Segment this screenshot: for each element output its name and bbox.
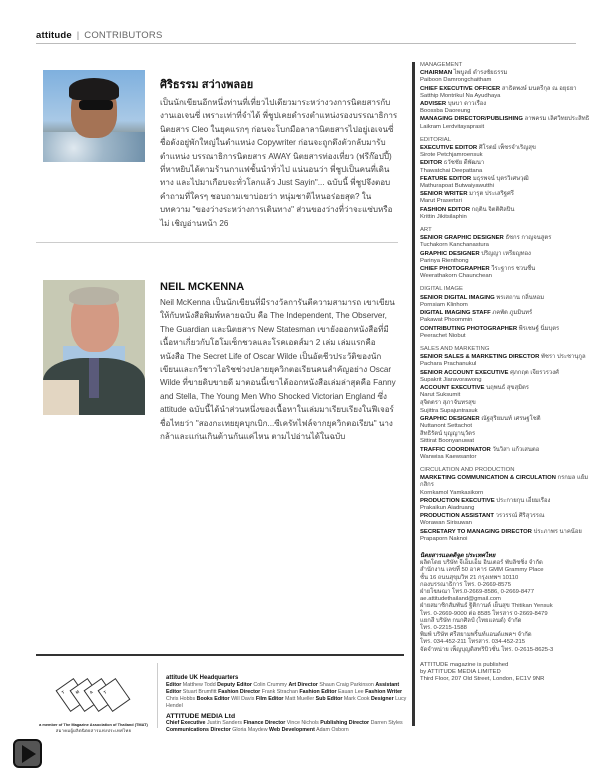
masthead-entry xyxy=(420,416,598,430)
masthead-entry xyxy=(420,326,598,340)
credit-name: Eauan Lee xyxy=(338,689,364,695)
masthead-entry xyxy=(420,251,598,265)
masthead-section-title: CIRCULATION AND PRODUCTION xyxy=(420,466,515,473)
masthead-name-th: ประกายกุน เอี่ยมเรือง xyxy=(496,497,551,504)
masthead-entry xyxy=(420,176,598,190)
masthead-role: SENIOR ACCOUNT EXECUTIVE xyxy=(420,369,509,376)
credit-name: Will Davis xyxy=(231,696,255,702)
masthead-section-title: DIGITAL IMAGE xyxy=(420,286,463,293)
masthead-name-en: Pornsiam Klinhom xyxy=(420,301,468,308)
masthead-name-en: Pakawat Phoommin xyxy=(420,317,473,324)
masthead-name-th: ไพบูลย์ ดำรงชัยธรรม xyxy=(453,70,508,77)
publisher-line: by ATTITUDE MEDIA LIMITED xyxy=(420,669,501,676)
masthead-section-title: MANAGEMENT xyxy=(420,62,463,68)
credit-role: Fashion Director xyxy=(218,689,261,695)
masthead-role: MARKETING COMMUNICATION & CIRCULATION xyxy=(420,475,556,482)
masthead-name-th: สุจิตตรา สุภาจันทรสุข xyxy=(420,400,476,407)
credit-role: Film Editor xyxy=(255,696,284,702)
masthead-name-en: Supakrit Jiaravorawong xyxy=(420,376,482,383)
masthead-entry xyxy=(420,513,598,527)
masthead-name-th: วรวรรณ์ ศิริสุวรรณ xyxy=(495,513,545,520)
masthead-name-en: Kornkamol Yamkasikorn xyxy=(420,489,484,496)
masthead-role: TRAFFIC COORDINATOR xyxy=(420,446,491,453)
credit-role: Art Director xyxy=(288,682,318,688)
masthead-entry xyxy=(420,116,598,130)
masthead-name-th: ธวัชชัย ดีพัฒนา xyxy=(443,160,485,167)
credit-name: Chris Hobbs xyxy=(166,696,196,702)
uk-hq-credits xyxy=(166,682,411,710)
page-header xyxy=(36,30,163,41)
info-line: สำนักงาน เลขที่ 50 อาคาร GMM Grammy Place xyxy=(420,567,544,574)
masthead-entry xyxy=(420,475,598,497)
masthead-name-th: บุษบา ดาวเรือง xyxy=(447,101,487,108)
masthead-role: SENIOR WRITER xyxy=(420,191,468,198)
credit-name: Matthew Todd xyxy=(182,682,216,688)
masthead-entry xyxy=(420,447,598,461)
masthead-name-th: มธุรพจน์ บุตรวิเศษวุฒิ xyxy=(472,175,529,182)
info-line: ผลิตโดย บริษัท จีเอ็มเอ็ม อินเตอร์ พับลิชชิ่ง จำกัด xyxy=(420,560,543,567)
credit-name: Colin Crummy xyxy=(253,682,287,688)
masthead-name-en: Parinya Rienthong xyxy=(420,257,469,264)
masthead-role: SECRETARY TO MANAGING DIRECTOR xyxy=(420,528,532,535)
masthead-section-title: EDITORIAL xyxy=(420,136,451,143)
masthead-name-th: ศุภกฤต เจียรวรวงศ์ xyxy=(510,369,559,376)
masthead-name-th: ปริญญา เหรียญทอง xyxy=(481,250,531,257)
masthead-role: CHAIRMAN xyxy=(420,70,453,77)
masthead-name-en: Sirote Petchjamroensuk xyxy=(420,152,483,159)
media-ltd-credits xyxy=(166,720,411,734)
credit-name: Frank Strachan xyxy=(261,689,298,695)
masthead-section-title: ART xyxy=(420,227,432,234)
masthead-name-th: สิทธิรัตน์ บุญญานุวัตร xyxy=(420,431,476,438)
masthead-name-en: Prapaporn Naknoi xyxy=(420,535,468,542)
info-line: ae.attitudethailand@gmail.com xyxy=(420,596,501,603)
masthead-role: PRODUCTION ASSISTANT xyxy=(420,513,494,520)
masthead-entry xyxy=(420,160,598,174)
info-line: กองบรรณาธิการ โทร. 0-2669-8575 xyxy=(420,581,511,588)
masthead-entry xyxy=(420,86,598,100)
credit-name: Matt Mueller xyxy=(284,696,315,702)
masthead-entry xyxy=(420,400,598,414)
section-divider xyxy=(36,242,398,243)
masthead-role: DIGITAL IMAGING STAFF xyxy=(420,310,491,317)
credit-name: Mark Cook xyxy=(343,696,370,702)
masthead-entry xyxy=(420,207,598,221)
masthead-name-th: ศิโรตม์ เพ็ชรจำเริญสุข xyxy=(478,145,536,152)
info-line: จัดจำหน่าย เพ็ญบุญดิสทริบิวชั่น โทร. 0-2615-8625-3 xyxy=(420,646,554,653)
masthead-name-th: พีรเชษฐ์ นิ่มบุตร xyxy=(518,325,560,332)
masthead-role: SENIOR SALES & MARKETING DIRECTOR xyxy=(420,354,540,361)
masthead-name-en: Pachara Prachanukul xyxy=(420,361,477,368)
section-title: CONTRIBUTORS xyxy=(84,30,163,41)
masthead-role: SENIOR GRAPHIC DESIGNER xyxy=(420,235,504,242)
info-line: แยกสี บริษัท กนกศิลป์ (ไทยแลนด์) จำกัด xyxy=(420,617,522,624)
masthead-name-th: กรกมล แย้มกสิกร xyxy=(420,475,589,489)
masthead-section xyxy=(420,137,598,221)
tmat-membership xyxy=(36,678,151,733)
masthead-entry xyxy=(420,431,598,445)
masthead-entry xyxy=(420,145,598,159)
masthead-section xyxy=(420,62,598,131)
contributor-bio-1 xyxy=(160,75,398,230)
credit-role: Chief Executive xyxy=(166,720,206,726)
masthead-name-en: Nuttanont Settachot xyxy=(420,422,473,429)
masthead-section xyxy=(420,467,598,543)
masthead-name-en: Thawatchai Deepattana xyxy=(420,167,483,174)
masthead-entry xyxy=(420,385,598,399)
info-line: โทร. 0-2669-9000 ต่อ 8585 โทรสาร 0-2669-8479 xyxy=(420,610,548,617)
contributor-bio-text: เป็นนักเขียนอีกหนึ่งท่านที่เที่ยวไปเดียวมาระหว่างวงการนิตยสารกับงานเอเจนซี่ เพราะเท่าที่จำได้ พี่ชูปเคยดำรงตำแหน่งรองบรรณาธิการนิตยสาร Cleo ในยุคแรกๆ ก่อนจะโบกมือลาลานิตยสารไปอยู่เอเจนซี่ชื่อดังอยู่พักใหญ่ในตำแหน่ง Copywriter ก่อนจะถูกดึงตัวกลับมารับตำแหน่ง บรรณาธิการนิตยสาร AWAY นิตยสารท่องเที่ยว (ฟรีก๊อปปี้) ที่หาหยิบได้ตามร้านกาแฟชั้นนำทั่วไป แน่นอนว่า พี่ชูปเป็นคนที่เดินทาง และไปมาเกือบจะทั่วโลกแล้ว Just Sayin"... ฉบับนี้ พี่ชูปจึงตอบคำถามที่ใครๆ ชอบถามเขาบ่อยว่า หนุ่มชาติไหนอร่อยสุด? ในบทความ "ของว่างระหว่างการเดินทาง" ส่วนของว่างที่ว่าจะแซ่บหรือไม่ เชิญอ่านหน้า 26 xyxy=(160,98,398,228)
masthead-name-th: พรเสถาน กลิ่นหอม xyxy=(496,294,545,301)
info-line: ฝ่ายโฆษณา โทร.0-2669-8586, 0-2669-8477 xyxy=(420,589,534,595)
masthead-name-th: สาธิตพงษ์ มนตรีกุล ณ อยุธยา xyxy=(501,85,577,92)
contributor-bio-text: Neil McKenna เป็นนักเขียนที่มีรางวัลการันตีความสามารถ เขาเขียนให้กับหนังสือพิมพ์หลายฉบับ คือ The Independent, The Observer, The Guardian และนิตยสาร New Statesman เขายังออกหนังสือที่มีเนื้อหาเกี่ยวกับโฮโมเซ็กชวลและโรคเอดส์มา 2 เล่ม เล่มแรกคือหนังสือ The Secret Life of Oscar Wilde เป็นอัตชีวประวัติของนักเขียนและกวีชาวไอริชช่วงปลายยุควิกตอเรียนคนสำคัญอย่าง Oscar Wilde ที่ขายดิบขายดี มาตอนนี้เขาได้ออกหนังสือเล่มล่าสุดคือ Fanny and Stella, The Young Men Who Shocked Victorian England ซึ่ง attitude ฉบับนี้ได้นำส่วนหนึ่งของเนื้อหาในเล่มมาเรียบเรียงในฟีเจอร์ชื่อไทยว่า "สองกะเทยยุคบุกเบิก...ซีเครัทไฟล์จากยุควิกตอเรียน" นางกล้าและแก่นเกินต้านกันแค่ไหน ตามไปอ่านได้ในฉบับ xyxy=(160,298,396,442)
masthead-name-en: Laikram Lerdvitayaprasit xyxy=(420,123,485,130)
masthead-name-th: ณัฐสุริยมนท์ เศรษฐโชติ xyxy=(481,415,541,422)
masthead-name-en: Peerachet Niobut xyxy=(420,332,466,339)
masthead-name-en: Paiboon Damrongchaitham xyxy=(420,77,492,84)
credit-role: Publishing Director xyxy=(320,720,370,726)
credit-role: Sub Editor xyxy=(315,696,343,702)
masthead-name-en: Boossba Daoreung xyxy=(420,108,471,115)
info-line: พิมพ์ บริษัท ศรีสยามพริ้นท์แอนด์แพคฯ จำกัด xyxy=(420,632,532,639)
credit-name: Vince Nichols xyxy=(286,720,319,726)
masthead-name-en: Narut Suksumit xyxy=(420,392,461,399)
publisher-info xyxy=(420,662,598,684)
media-ltd-title: ATTITUDE MEDIA Ltd xyxy=(166,713,236,720)
publisher-line: Third Floor, 207 Old Street, London, EC1V 9NR xyxy=(420,676,545,683)
masthead-entry xyxy=(420,310,598,324)
masthead-name-en: Krittin Jikitsilaphin xyxy=(420,213,467,220)
contributor-name: NEIL MCKENNA xyxy=(160,281,245,293)
tmat-logo: T M A T xyxy=(59,678,129,718)
publisher-line: ATTITUDE magazine is published xyxy=(420,661,509,668)
masthead-section xyxy=(420,286,598,339)
masthead-name-th: ประภาพร นาคน้อย xyxy=(533,528,582,535)
info-line: ฝ่ายสมาชิกสัมพันธ์ ฐิติกานต์ เย็นสุข Thitikan Yensuk xyxy=(420,603,553,610)
contributor-bio-2 xyxy=(160,281,398,443)
header-divider xyxy=(36,43,576,44)
credit-role: Books Editor xyxy=(196,696,230,702)
credit-role: Assistant Editor xyxy=(166,682,400,695)
masthead-name-th: พัชรา ประชานุกูล xyxy=(541,354,586,361)
brand-name: attitude xyxy=(36,30,72,41)
info-line: นิตยสารแอตติจูด ประเทศไทย xyxy=(420,552,496,559)
credit-role: Fashion Editor xyxy=(299,689,337,695)
masthead-name-th: กฤติน จิตติศิลปิน xyxy=(471,206,515,213)
credit-name: Lucy Hendel xyxy=(166,696,407,709)
masthead-entry xyxy=(420,370,598,384)
masthead-name-en: Tuchakorn Kanchanastura xyxy=(420,242,489,249)
masthead-section xyxy=(420,227,598,280)
masthead-entry xyxy=(420,354,598,368)
masthead-name-th: มารุต ประเสริฐศรี xyxy=(469,191,514,198)
masthead-name-th: วันวิสา แก้วเสนตอ xyxy=(492,446,540,453)
footer-vertical-divider xyxy=(157,663,158,728)
credit-name: Gloria Maydew xyxy=(232,727,268,733)
masthead-name-en: Sujittra Supajuntrasuk xyxy=(420,407,478,414)
credit-role: Communications Director xyxy=(166,727,231,733)
masthead-entry xyxy=(420,101,598,115)
credit-role: Finance Director xyxy=(243,720,286,726)
masthead-role: CHIEF PHOTOGRAPHER xyxy=(420,266,490,273)
masthead-name-th: วีระฐากร ชวนชื่น xyxy=(491,266,536,273)
masthead-entry xyxy=(420,191,598,205)
masthead-role: CHIEF EXECUTIVE OFFICER xyxy=(420,85,501,92)
footer-divider xyxy=(36,654,404,656)
masthead-entry xyxy=(420,529,598,543)
masthead-name-en: Marut Prasertsri xyxy=(420,198,462,205)
masthead-name-th: ภคพัต ภูมมินทร์ xyxy=(492,310,533,317)
credit-name: Darren Styles xyxy=(370,720,403,726)
play-button[interactable] xyxy=(13,739,42,768)
masthead-name-th: ธัชกร กาญจนสูตร xyxy=(505,235,552,242)
masthead-name-en: Prakaikun Aiadruang xyxy=(420,504,475,511)
credit-role: Web Development xyxy=(269,727,315,733)
masthead-name-en: Satthip Montrikul Na Ayudhaya xyxy=(420,92,501,99)
credit-name: Adam Osborn xyxy=(316,727,349,733)
uk-credits xyxy=(166,675,411,734)
contributor-photo-sirithum xyxy=(43,70,145,162)
play-icon xyxy=(22,745,36,763)
masthead-bar xyxy=(412,62,415,726)
credit-role: Fashion Writer xyxy=(365,689,403,695)
credit-name: Shaun Craig Parkinson xyxy=(319,682,374,688)
credit-role: Designer xyxy=(370,696,394,702)
masthead-role: ADVISER xyxy=(420,101,447,108)
masthead-section-title: SALES AND MARKETING xyxy=(420,345,490,352)
info-line: ชั้น 16 ถนนสุขุมวิท 21 กรุงเทพฯ 10110 xyxy=(420,574,519,581)
masthead-role: CONTRIBUTING PHOTOGRAPHER xyxy=(420,325,518,332)
masthead-role: EDITOR xyxy=(420,160,443,167)
masthead-name-en: Wanwisa Kaewsantor xyxy=(420,453,477,460)
masthead xyxy=(420,62,598,683)
masthead-entry xyxy=(420,498,598,512)
masthead-role: SENIOR DIGITAL IMAGING xyxy=(420,294,495,301)
credit-role: Editor xyxy=(166,682,182,688)
masthead-role: MANAGING DIRECTOR/PUBLISHING xyxy=(420,116,523,123)
masthead-entry xyxy=(420,266,598,280)
masthead-role: GRAPHIC DESIGNER xyxy=(420,250,480,257)
tmat-caption-th: สมาคมผู้ผลิตนิตยสารแห่งประเทศไทย xyxy=(55,727,132,733)
masthead-role: PRODUCTION EXECUTIVE xyxy=(420,497,495,504)
masthead-name-th: นฤพนธ์ สุขสุมิตร xyxy=(486,384,529,391)
info-line: โทร. 034-452-211 โทรสาร. 034-452-215 xyxy=(420,639,526,646)
header-separator: | xyxy=(76,30,80,41)
masthead-role: ACCOUNT EXECUTIVE xyxy=(420,384,485,391)
credit-name: Justin Sanders xyxy=(206,720,242,726)
masthead-name-en: Worawan Sirisuwan xyxy=(420,520,472,527)
masthead-entry xyxy=(420,70,598,84)
masthead-role: EXECUTIVE EDITOR xyxy=(420,145,478,152)
masthead-role: FEATURE EDITOR xyxy=(420,175,472,182)
masthead-entry xyxy=(420,295,598,309)
masthead-entry xyxy=(420,235,598,249)
uk-hq-title: attitude UK Headquarters xyxy=(166,675,239,681)
thai-edition-info xyxy=(420,553,598,654)
tmat-caption-en: a member of The Magazine Association of Thailand (TMAT) xyxy=(39,722,148,727)
masthead-role: FASHION EDITOR xyxy=(420,206,470,213)
masthead-name-en: Mathurapoat Butwaiyawutthi xyxy=(420,183,495,190)
credit-name: Stuart Brumfitt xyxy=(182,689,217,695)
masthead-section xyxy=(420,346,598,461)
contributor-name: ศิริธรรม สว่างพลอย xyxy=(160,79,254,91)
credit-role: Deputy Editor xyxy=(217,682,252,688)
masthead-role: GRAPHIC DESIGNER xyxy=(420,415,480,422)
masthead-name-th: ลาพครม เลิศวิทยประสิทธิ xyxy=(524,116,590,123)
info-line: โทร. 0-2215-1588 xyxy=(420,625,467,632)
masthead-name-en: Weerathakorn Chaunchean xyxy=(420,273,492,280)
masthead-name-en: Sittirat Boonyanuwat xyxy=(420,438,475,445)
contributor-photo-neil-mckenna xyxy=(43,280,145,415)
